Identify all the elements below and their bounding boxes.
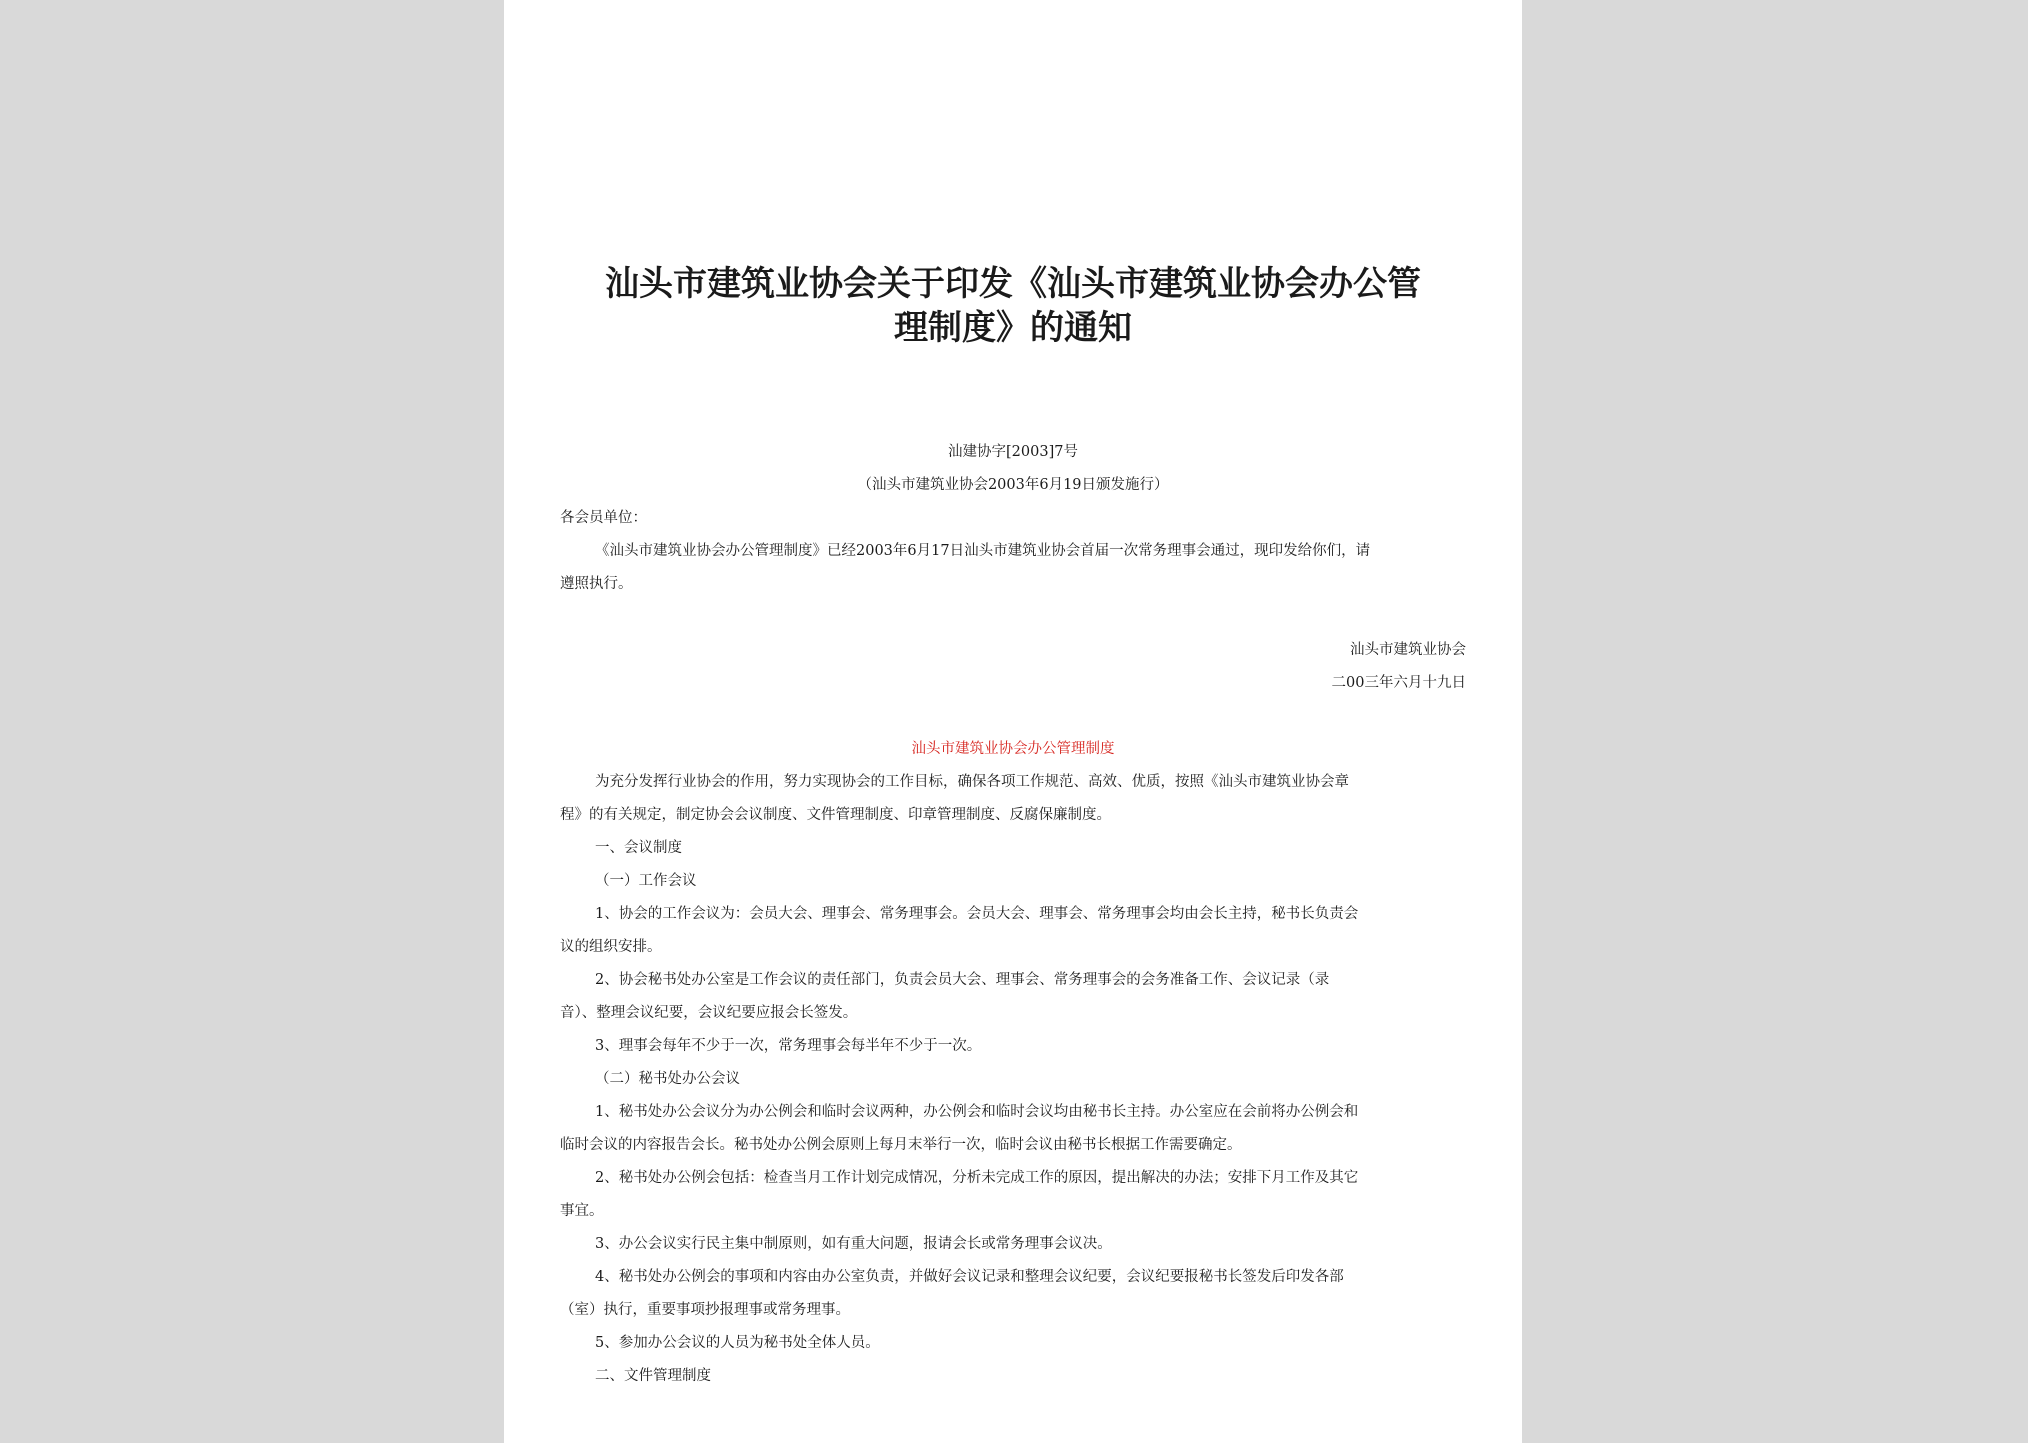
document-number: 汕建协字[2003]7号 — [948, 444, 1078, 460]
notice-body-line-2: 遵照执行。 — [560, 576, 633, 592]
regulation-line: 5、参加办公会议的人员为秘书处全体人员。 — [595, 1335, 880, 1351]
document-page — [504, 0, 1522, 1443]
regulation-line: 2、协会秘书处办公室是工作会议的责任部门，负责会员大会、理事会、常务理事会的会务准备工作、会议记录（录 — [595, 972, 1330, 988]
regulation-line: 议的组织安排。 — [560, 939, 662, 955]
document-title — [560, 262, 1466, 350]
regulation-line: 2、秘书处办公例会包括：检查当月工作计划完成情况，分析未完成工作的原因，提出解决的办法；安排下月工作及其它 — [595, 1170, 1359, 1186]
signature-organization: 汕头市建筑业协会 — [1350, 642, 1466, 658]
regulation-line: 3、办公会议实行民主集中制原则，如有重大问题，报请会长或常务理事会议决。 — [595, 1236, 1112, 1252]
regulation-line: 1、秘书处办公会议分为办公例会和临时会议两种，办公例会和临时会议均由秘书长主持。办公室应在会前将办公例会和 — [595, 1104, 1359, 1120]
salutation: 各会员单位： — [560, 510, 647, 526]
section-heading: 二、文件管理制度 — [595, 1368, 711, 1384]
regulation-line: 事宜。 — [560, 1203, 604, 1219]
issued-note: （汕头市建筑业协会2003年6月19日颁发施行） — [857, 477, 1169, 493]
subsection-heading: （一）工作会议 — [595, 873, 697, 889]
regulation-line: 3、理事会每年不少于一次，常务理事会每半年不少于一次。 — [595, 1038, 982, 1054]
signature-date: 二00三年六月十九日 — [1331, 675, 1466, 691]
regulation-line: 程》的有关规定，制定协会会议制度、文件管理制度、印章管理制度、反腐保廉制度。 — [560, 807, 1111, 823]
title-line-1: 汕头市建筑业协会关于印发《汕头市建筑业协会办公管 — [605, 264, 1421, 304]
regulation-line: 1、协会的工作会议为：会员大会、理事会、常务理事会。会员大会、理事会、常务理事会均由会长主持，秘书长负责会 — [595, 906, 1359, 922]
regulation-line: 音）、整理会议纪要，会议纪要应报会长签发。 — [560, 1005, 858, 1021]
regulation-line: （室）执行，重要事项抄报理事或常务理事。 — [560, 1302, 850, 1318]
notice-body-line-1: 《汕头市建筑业协会办公管理制度》已经2003年6月17日汕头市建筑业协会首届一次常务理事会通过，现印发给你们，请 — [595, 543, 1371, 559]
section-heading: 一、会议制度 — [595, 840, 682, 856]
title-line-2: 理制度》的通知 — [894, 308, 1132, 348]
regulation-line: 临时会议的内容报告会长。秘书处办公例会原则上每月末举行一次，临时会议由秘书长根据工作需要确定。 — [560, 1137, 1242, 1153]
subsection-heading: （二）秘书处办公会议 — [595, 1071, 740, 1087]
regulation-line: 4、秘书处办公例会的事项和内容由办公室负责，并做好会议记录和整理会议纪要，会议纪要报秘书长签发后印发各部 — [595, 1269, 1344, 1285]
regulation-title: 汕头市建筑业协会办公管理制度 — [911, 741, 1115, 757]
regulation-line: 为充分发挥行业协会的作用，努力实现协会的工作目标，确保各项工作规范、高效、优质，按照《汕头市建筑业协会章 — [595, 774, 1349, 790]
